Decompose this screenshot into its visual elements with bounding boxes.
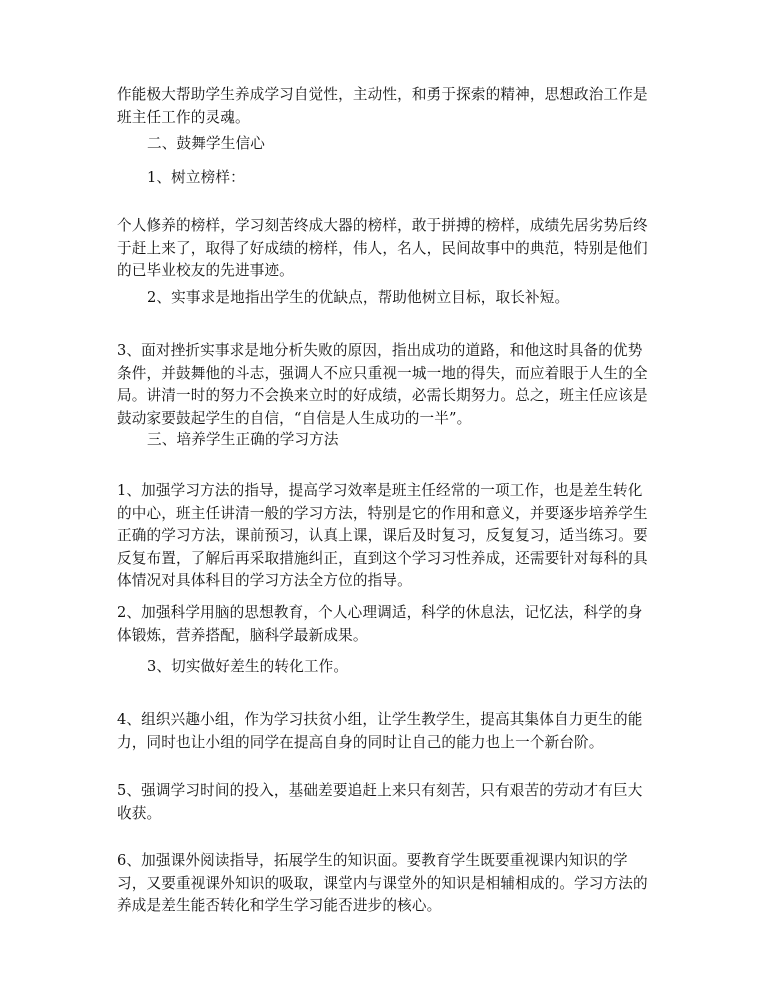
paragraph-method-3: 3、切实做好差生的转化工作。: [147, 658, 349, 675]
section-heading-2: 二、鼓舞学生信心: [147, 135, 265, 152]
paragraph-role-models: 个人修养的榜样，学习刻苦终成大器的榜样，敢于拼搏的榜样，成绩先居劣势后终于赶上来了，取得了好成绩的榜样，伟人，名人，民间故事中的典范，特别是他们的已毕业校友的先进事迹。: [117, 217, 648, 279]
paragraph-point-3: 3、面对挫折实事求是地分析失败的原因，指出成功的道路，和他这时具备的优势条件，并鼓舞他的斗志，强调人不应只重视一城一地的得失，而应着眼于人生的全局。讲清一时的努力不会换来立时的好成绩，必需长期努力。总之，班主任应该是鼓动家要鼓起学生的自信，“自信是人生成功的一半”。: [117, 342, 648, 427]
paragraph-method-2: 2、加强科学用脑的思想教育，个人心理调适，科学的休息法，记忆法，科学的身体锻炼，营养搭配，脑科学最新成果。: [117, 604, 643, 644]
paragraph-method-4: 4、组织兴趣小组，作为学习扶贫小组，让学生教学生，提高其集体自力更生的能力，同时也让小组的同学在提高自身的同时让自己的能力也上一个新台阶。: [117, 711, 643, 751]
paragraph-method-5: 5、强调学习时间的投入，基础差要追赶上来只有刻苦，只有艰苦的劳动才有巨大收获。: [117, 782, 643, 822]
section-heading-3: 三、培养学生正确的学习方法: [147, 431, 339, 448]
paragraph-point-2: 2、实事求是地指出学生的优缺点，帮助他树立目标，取长补短。: [147, 289, 570, 306]
paragraph-intro: 作能极大帮助学生养成学习自觉性，主动性，和勇于探索的精神，思想政治工作是班主任工作的灵魂。: [117, 86, 648, 126]
paragraph-method-1: 1、加强学习方法的指导，提高学习效率是班主任经常的一项工作，也是差生转化的中心，班主任讲清一般的学习方法，特别是它的作用和意义，并要逐步培养学生正确的学习方法，课前预习，认真上课，课后及时复习，反复复习，适当练习。要反复布置，了解后再采取措施纠正，直到这个学习习性养成，还需要针对每科的具体情况对具体科目的学习方法全方位的指导。: [117, 482, 648, 589]
subheading-role-models: 1、树立榜样：: [147, 169, 245, 186]
paragraph-method-6: 6、加强课外阅读指导，拓展学生的知识面。要教育学生既要重视课内知识的学习，又要重视课外知识的吸取，课堂内与课堂外的知识是相辅相成的。学习方法的养成是差生能否转化和学生学习能否进步的核心。: [117, 852, 648, 914]
